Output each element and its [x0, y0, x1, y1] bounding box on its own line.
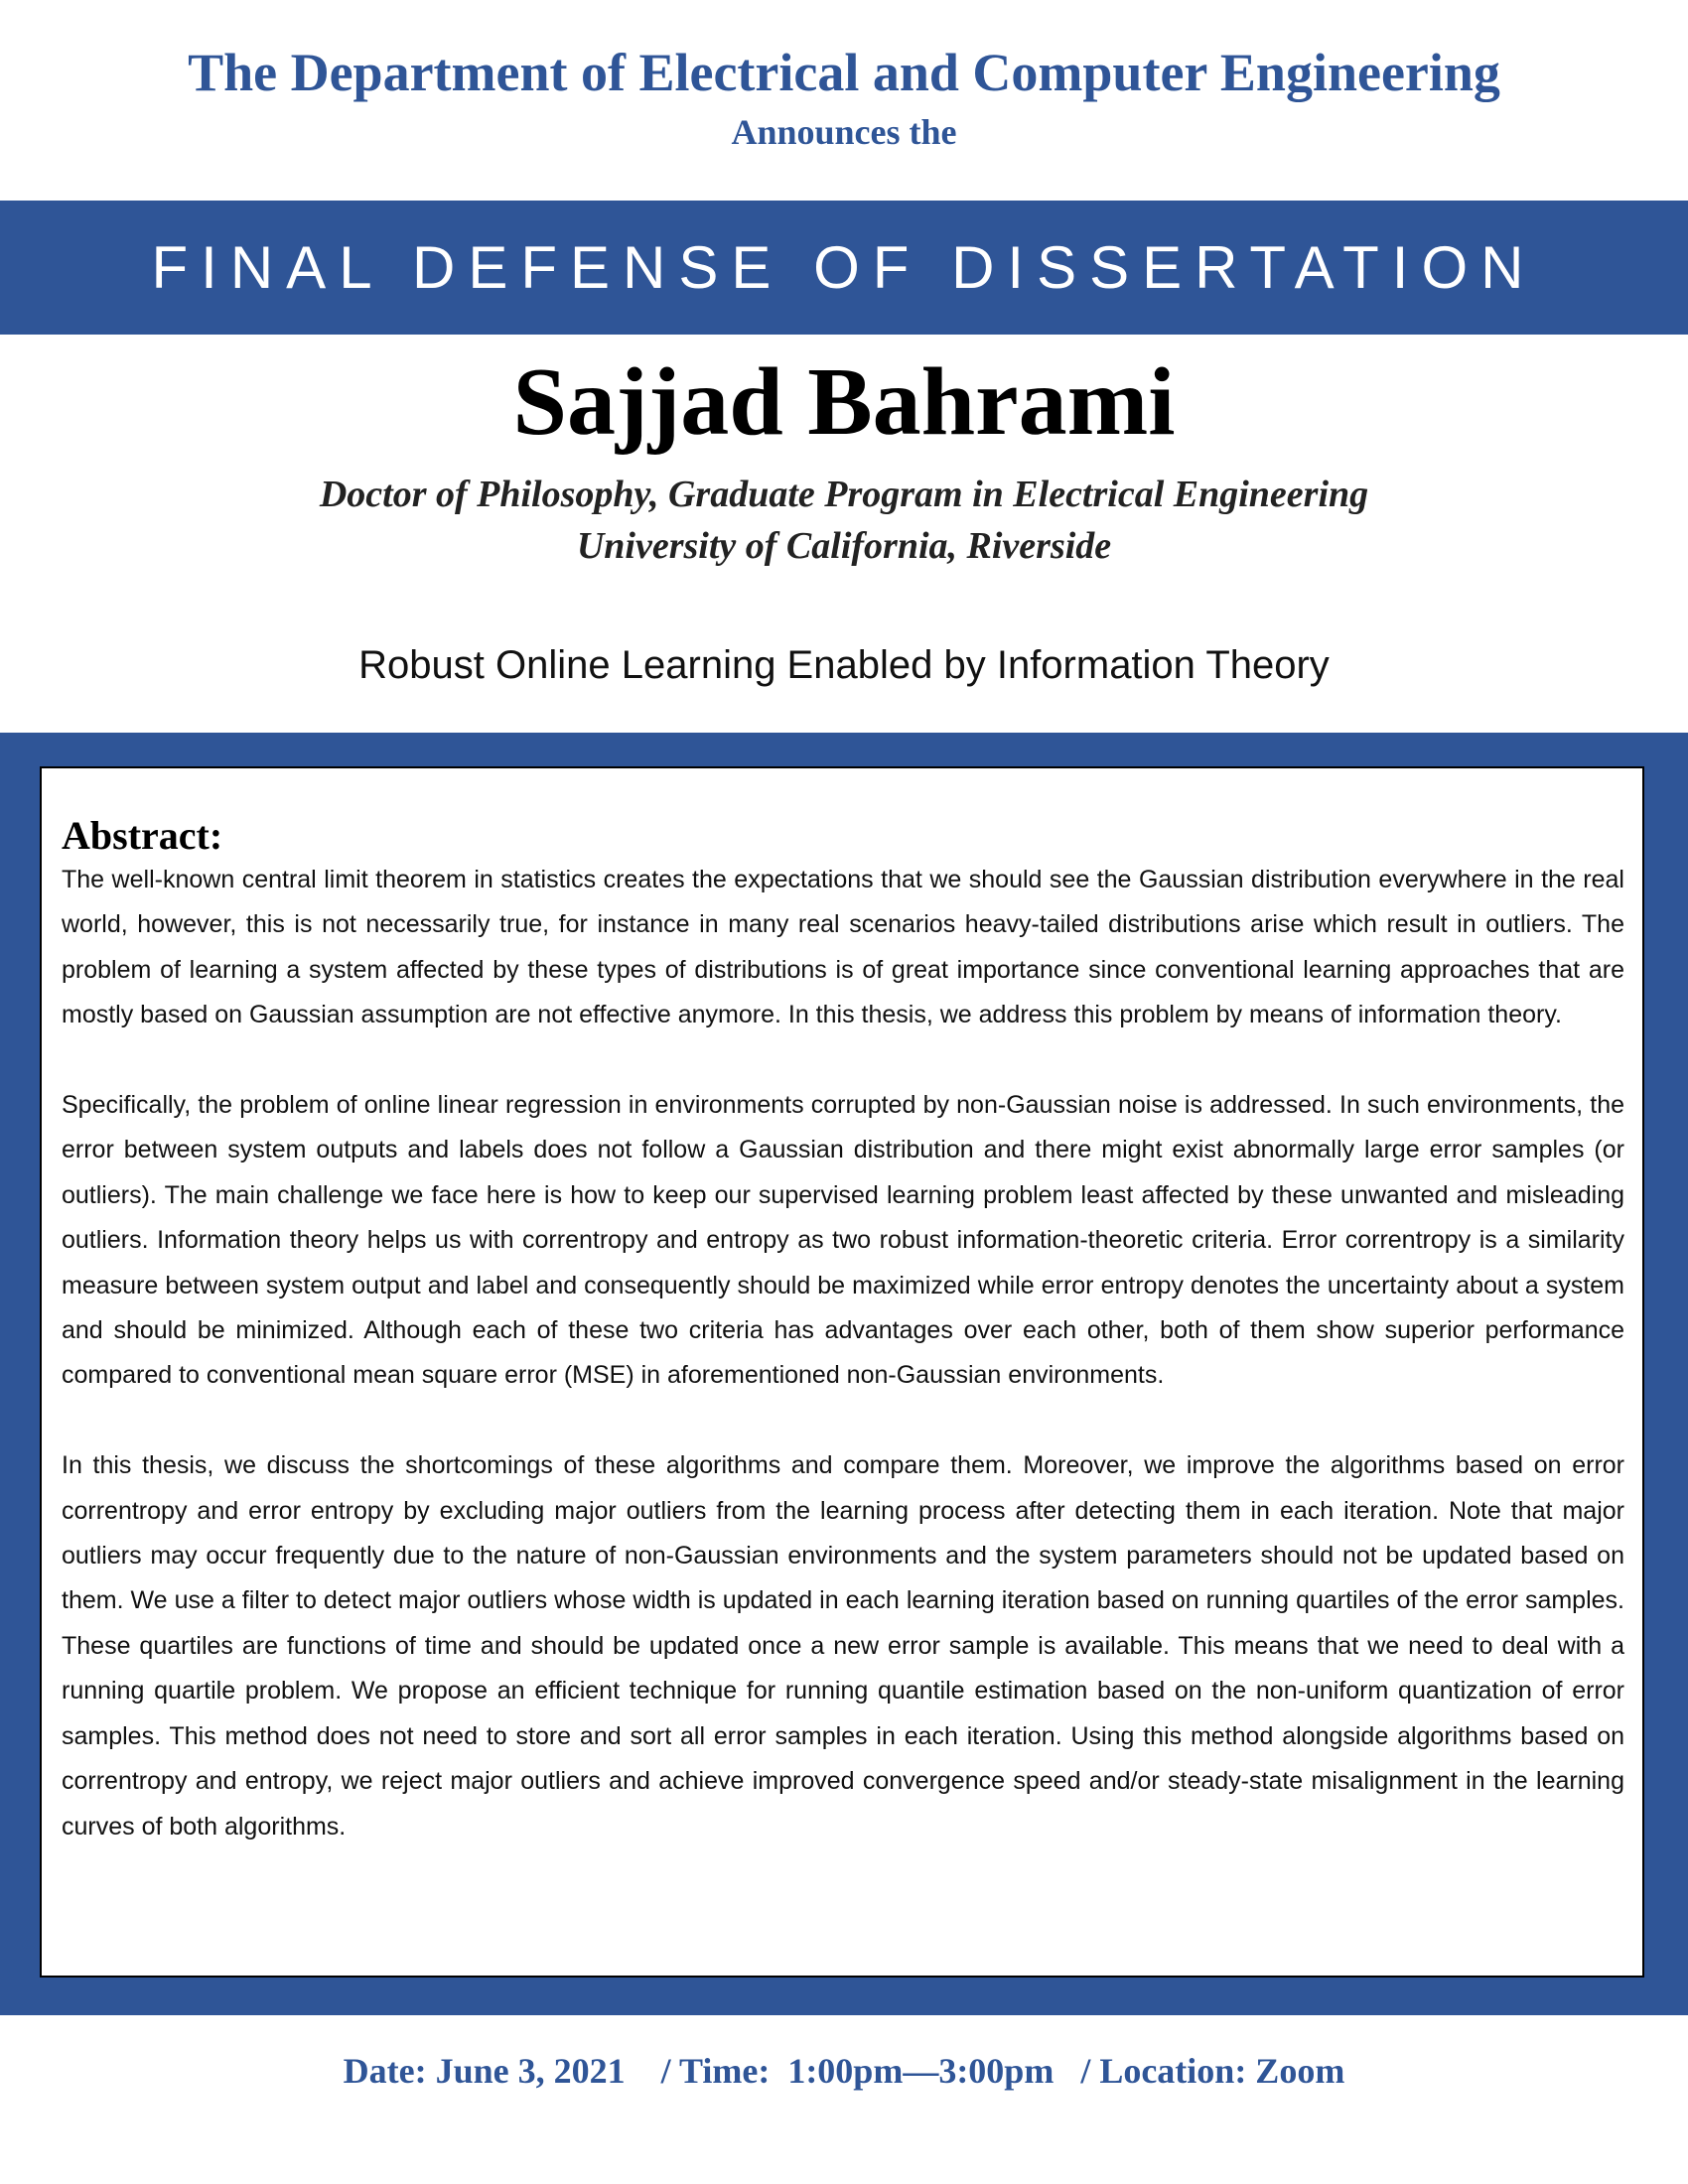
abstract-frame	[0, 733, 1688, 2015]
dissertation-title: Robust Online Learning Enabled by Information Theory	[358, 643, 1330, 687]
degree-program: Doctor of Philosophy, Graduate Program in Electrical Engineering	[319, 474, 1369, 515]
banner-text: FINAL DEFENSE OF DISSERTATION	[151, 234, 1537, 301]
title-banner	[0, 201, 1688, 335]
abstract-paragraph: Specifically, the problem of online linear regression in environments corrupted by non-Gaussian noise is addressed. In such environments, the error between system outputs and labels does not follow a Gaussian distribution and there might exist abnormally large error samples (or outliers). The main challenge we face here is how to keep our supervised learning problem least affected by these unwanted and misleading outliers. Information theory helps us with correntropy and entropy as two robust information-theoretic criteria. Error correntropy is a similarity measure between system output and label and consequently should be maximized while error entropy denotes the uncertainty about a system and should be minimized. Although each of these two criteria has advantages over each other, both of them show superior performance compared to conventional mean square error (MSE) in aforementioned non-Gaussian environments.	[62, 1091, 1624, 1390]
abstract-paragraph: In this thesis, we discuss the shortcomings of these algorithms and compare them. Moreover, we improve the algorithms based on error correntropy and error entropy by excluding major outliers from the learning process after detecting them in each iteration. Note that major outliers may occur frequently due to the nature of non-Gaussian environments and the system parameters should not be updated based on them. We use a filter to detect major outliers whose width is updated in each learning iteration based on running quartiles of the error samples. These quartiles are functions of time and should be updated once a new error sample is available. This means that we need to deal with a running quartile problem. We propose an efficient technique for running quantile estimation based on the non-uniform quantization of error samples. This method does not need to store and sort all error samples in each iteration. Using this method alongside algorithms based on correntropy and entropy, we reject major outliers and achieve improved convergence speed and/or steady-state misalignment in the learning curves of both algorithms.	[62, 1451, 1624, 1841]
university-name: University of California, Riverside	[576, 525, 1112, 567]
department-heading: The Department of Electrical and Computer Engineering	[188, 43, 1500, 102]
abstract-paragraph: The well-known central limit theorem in statistics creates the expectations that we should see the Gaussian distribution everywhere in the real world, however, this is not necessarily true, for instance in many real scenarios heavy-tailed distributions arise which result in outliers. The problem of learning a system affected by these types of distributions is of great importance since conventional learning approaches that are mostly based on Gaussian assumption are not effective anymore. In this thesis, we address this problem by means of information theory.	[62, 866, 1624, 1029]
candidate-name: Sajjad Bahrami	[512, 348, 1176, 456]
abstract-body	[62, 858, 1624, 1849]
abstract-heading: Abstract:	[62, 813, 223, 858]
abstract-box	[40, 766, 1644, 1978]
event-details: Date: June 3, 2021 / Time: 1:00pm—3:00pm / Location: Zoom	[343, 2051, 1345, 2091]
announces-subheading: Announces the	[731, 112, 957, 152]
